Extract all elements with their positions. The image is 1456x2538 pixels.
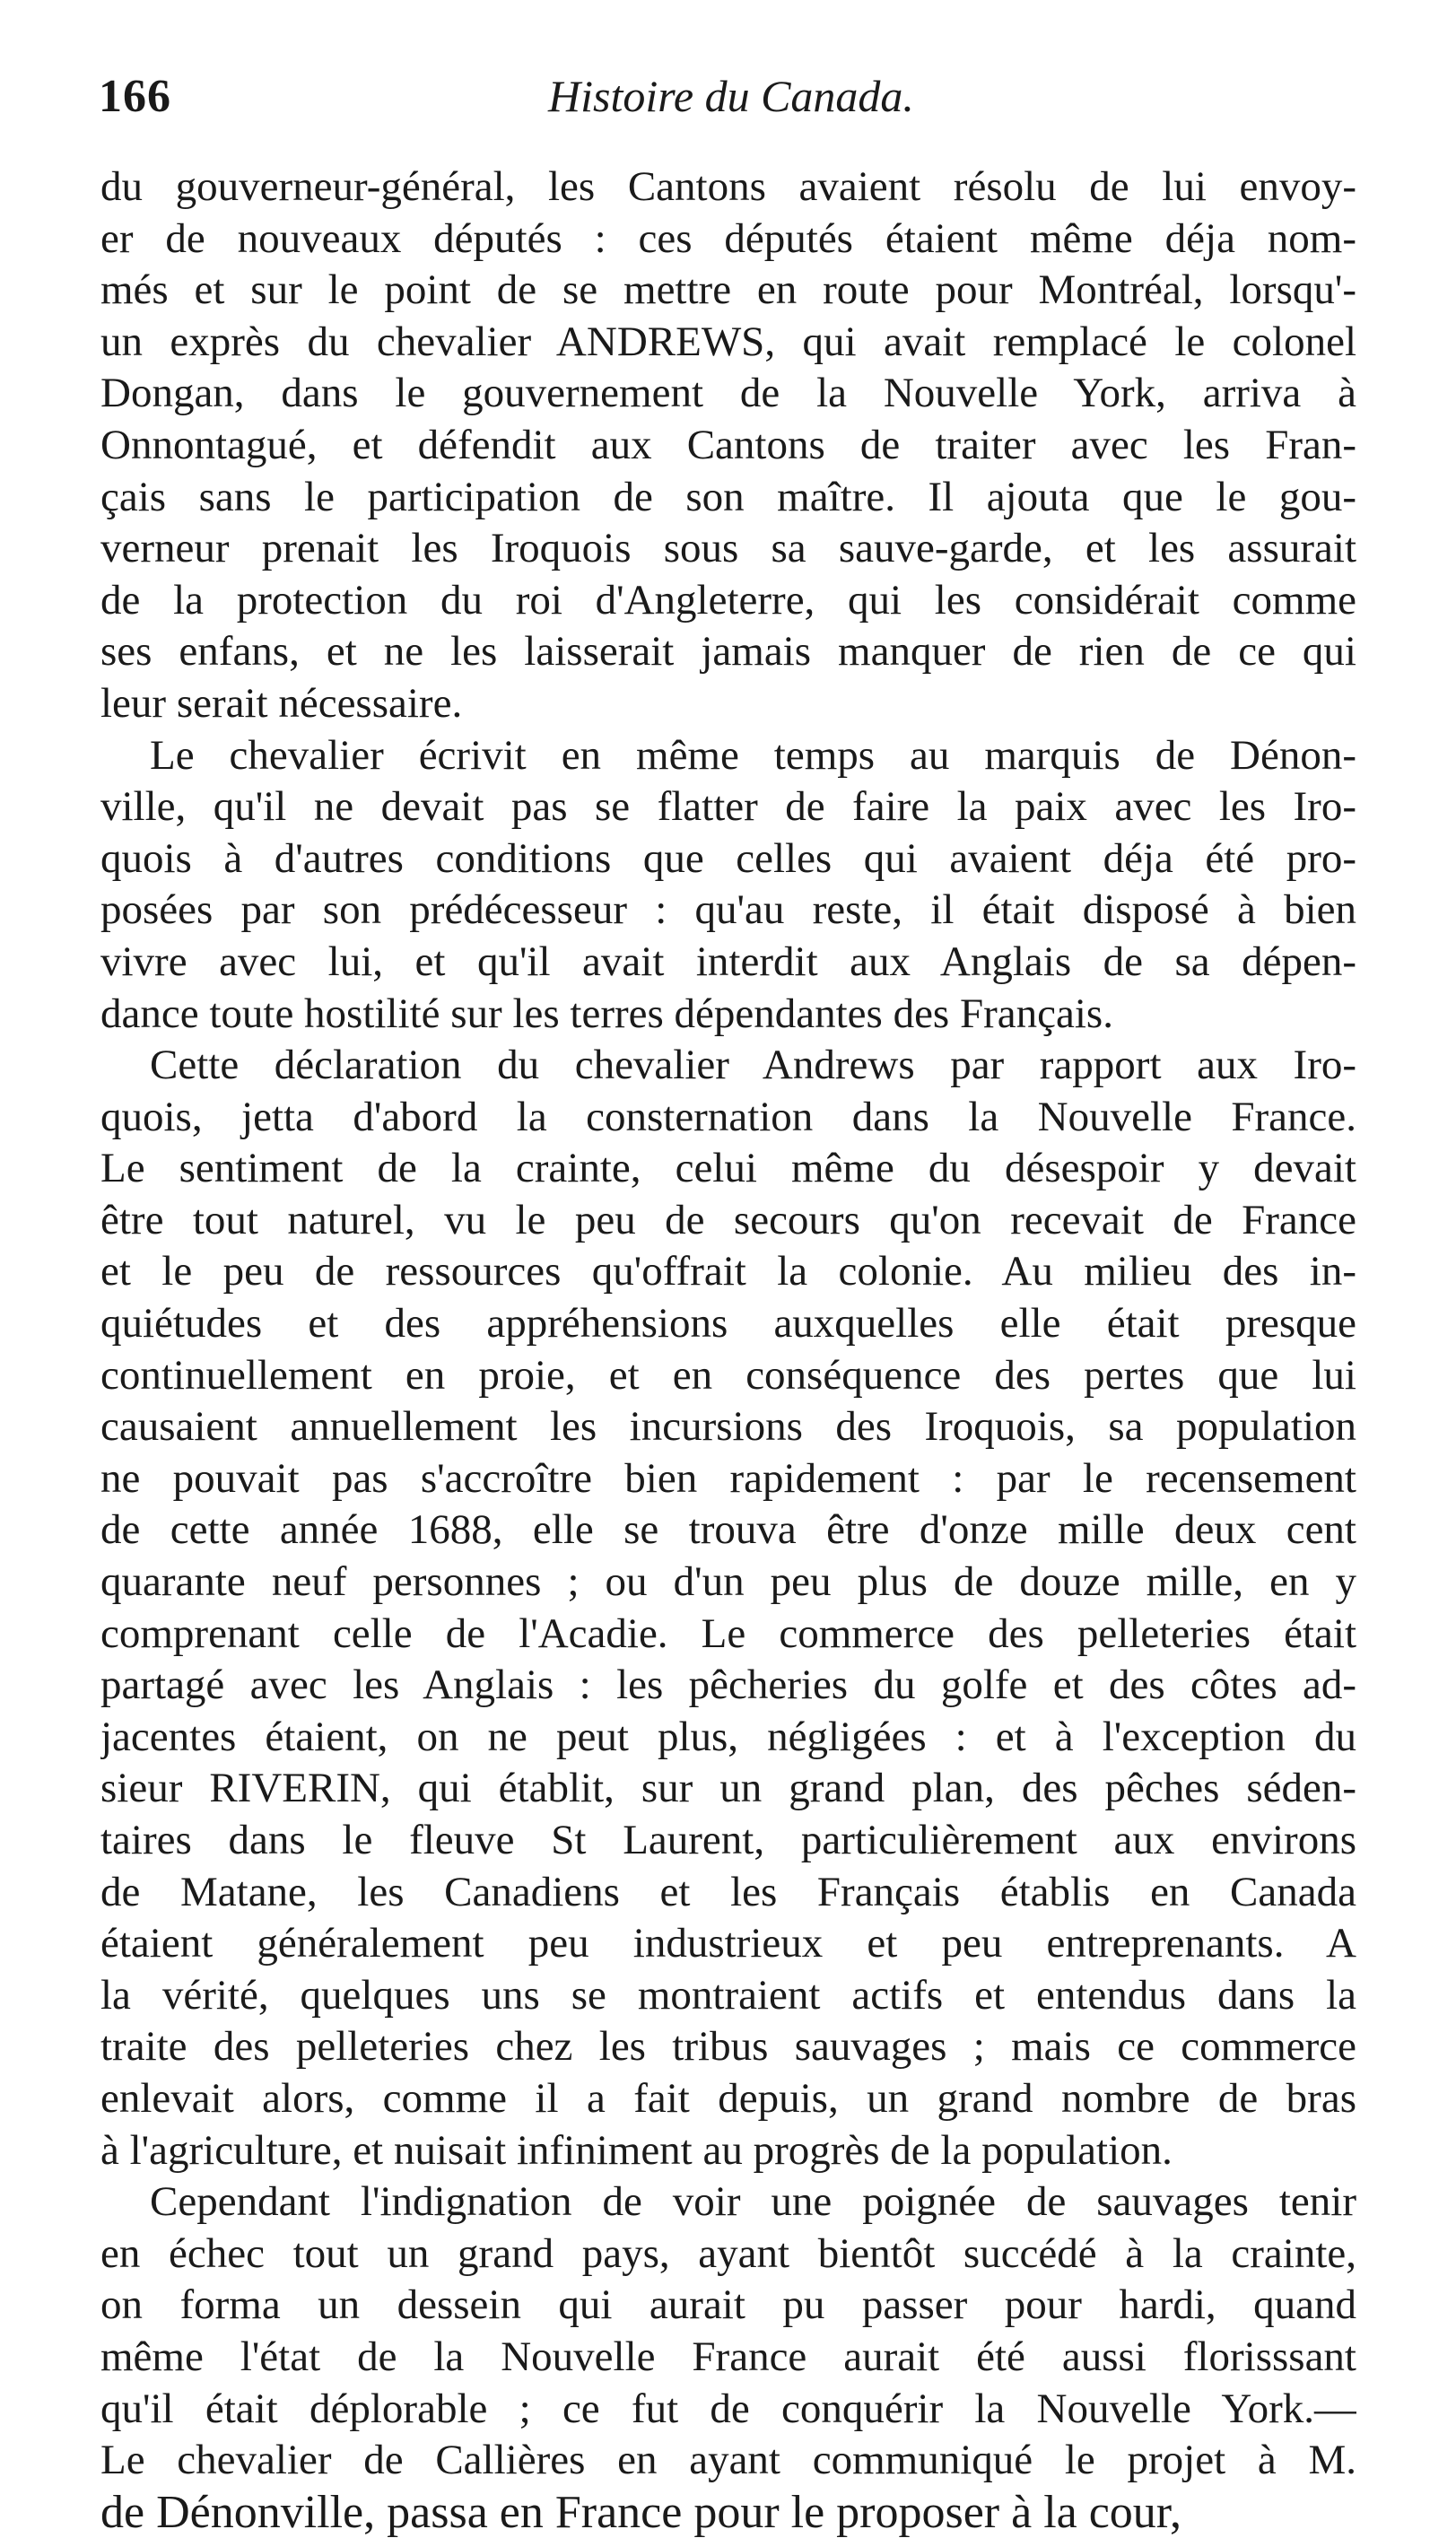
text-line: du gouverneur-général, les Cantons avaient résolu de lui envoy- bbox=[100, 163, 1356, 210]
text-line: continuellement en proie, et en conséquence des pertes que lui bbox=[100, 1351, 1356, 1399]
text-line: ville, qu'il ne devait pas se flatter de faire la paix avec les Iro- bbox=[100, 783, 1356, 831]
text-line: taires dans le fleuve St Laurent, particulièrement aux environs bbox=[100, 1817, 1356, 1863]
text-line: més et sur le point de se mettre en route pour Montréal, lorsqu'- bbox=[100, 266, 1356, 314]
text-line: de Matane, les Canadiens et les Français établis en Canada bbox=[100, 1868, 1356, 1915]
text-line: traite des pelleteries chez les tribus sauvages ; mais ce commerce bbox=[100, 2023, 1356, 2071]
text-line: être tout naturel, vu le peu de secours qu'on recevait de France bbox=[100, 1196, 1356, 1243]
text-line: quiétudes et des appréhensions auxquelles elle était presque bbox=[100, 1300, 1356, 1347]
text-line: çais sans le participation de son maître. Il ajouta que le gou- bbox=[100, 473, 1356, 520]
text-line: posées par son prédécesseur : qu'au reste, il était disposé à bien bbox=[100, 886, 1356, 934]
text-line: Le sentiment de la crainte, celui même du désespoir y devait bbox=[100, 1145, 1356, 1192]
text-line: de cette année 1688, elle se trouva être d'onze mille deux cent bbox=[100, 1506, 1356, 1554]
text-line: verneur prenait les Iroquois sous sa sauve-garde, et les assurait bbox=[100, 525, 1356, 572]
text-line: jacentes étaient, on ne peut plus, négligées : et à l'exception du bbox=[100, 1713, 1356, 1760]
text-line: leur serait nécessaire. bbox=[100, 679, 463, 727]
text-line: Onnontagué, et défendit aux Cantons de traiter avec les Fran- bbox=[100, 421, 1356, 468]
text-line: enlevait alors, comme il a fait depuis, un grand nombre de bras bbox=[100, 2074, 1356, 2122]
text-line: étaient généralement peu industrieux et peu entreprenants. A bbox=[100, 1920, 1356, 1967]
text-line: sieur RIVERIN, qui établit, sur un grand plan, des pêches séden- bbox=[100, 1765, 1356, 1812]
text-line: comprenant celle de l'Acadie. Le commerce des pelleteries était bbox=[100, 1609, 1356, 1657]
text-line: vivre avec lui, et qu'il avait interdit aux Anglais de sa dépen- bbox=[100, 938, 1356, 985]
text-line: Le chevalier écrivit en même temps au marquis de Dénon- bbox=[150, 731, 1356, 779]
text-line: un exprès du chevalier ANDREWS, qui avait remplacé le colonel bbox=[100, 318, 1356, 365]
running-title: Histoire du Canada. bbox=[548, 71, 914, 121]
text-line: ses enfans, et ne les laisserait jamais manquer de rien de ce qui bbox=[100, 628, 1356, 676]
text-line: dance toute hostilité sur les terres dépendantes des Français. bbox=[100, 990, 1113, 1037]
text-line: quarante neuf personnes ; ou d'un peu plus de douze mille, en y bbox=[100, 1558, 1356, 1606]
text-line: la vérité, quelques uns se montraient actifs et entendus dans la bbox=[100, 1971, 1356, 2019]
text-line: de la protection du roi d'Angleterre, qui les considérait comme bbox=[100, 576, 1356, 624]
text-line: Le chevalier de Callières en ayant communiqué le projet à M. bbox=[100, 2437, 1356, 2484]
text-line: qu'il était déplorable ; ce fut de conquérir la Nouvelle York.— bbox=[100, 2385, 1356, 2432]
text-line: en échec tout un grand pays, ayant bientôt succédé à la crainte, bbox=[100, 2229, 1356, 2277]
body-text bbox=[100, 161, 1356, 2538]
text-line: on forma un dessein qui aurait pu passer pour hardi, quand bbox=[100, 2281, 1356, 2329]
paragraph bbox=[100, 161, 1356, 730]
text-line: de Dénonville, passa en France pour le proposer à la cour, bbox=[100, 2486, 1182, 2538]
paragraph bbox=[100, 730, 1356, 1041]
text-line: et le peu de ressources qu'offrait la colonie. Au milieu des in- bbox=[100, 1248, 1356, 1295]
text-line: er de nouveaux députés : ces députés étaient même déja nom- bbox=[100, 214, 1356, 262]
text-line: ne pouvait pas s'accroître bien rapidement : par le recensement bbox=[100, 1454, 1356, 1502]
text-line: même l'état de la Nouvelle France aurait été aussi florisssant bbox=[100, 2333, 1356, 2380]
text-line: Cependant l'indignation de voir une poignée de sauvages tenir bbox=[150, 2178, 1356, 2226]
text-line: Cette déclaration du chevalier Andrews par rapport aux Iro- bbox=[150, 1042, 1356, 1089]
text-line: quois à d'autres conditions que celles qui avaient déja été pro- bbox=[100, 834, 1356, 882]
page-number: 166 bbox=[99, 71, 171, 122]
page-header bbox=[99, 70, 1364, 133]
text-line: Dongan, dans le gouvernement de la Nouvelle York, arriva à bbox=[100, 370, 1356, 417]
text-line: à l'agriculture, et nuisait infiniment au progrès de la population. bbox=[100, 2126, 1173, 2174]
paragraph bbox=[100, 1040, 1356, 2176]
text-line: causaient annuellement les incursions des Iroquois, sa population bbox=[100, 1403, 1356, 1451]
paragraph bbox=[100, 2176, 1356, 2538]
text-line: quois, jetta d'abord la consternation dans la Nouvelle France. bbox=[100, 1093, 1356, 1140]
text-line: partagé avec les Anglais : les pêcheries du golfe et des côtes ad- bbox=[100, 1661, 1356, 1709]
